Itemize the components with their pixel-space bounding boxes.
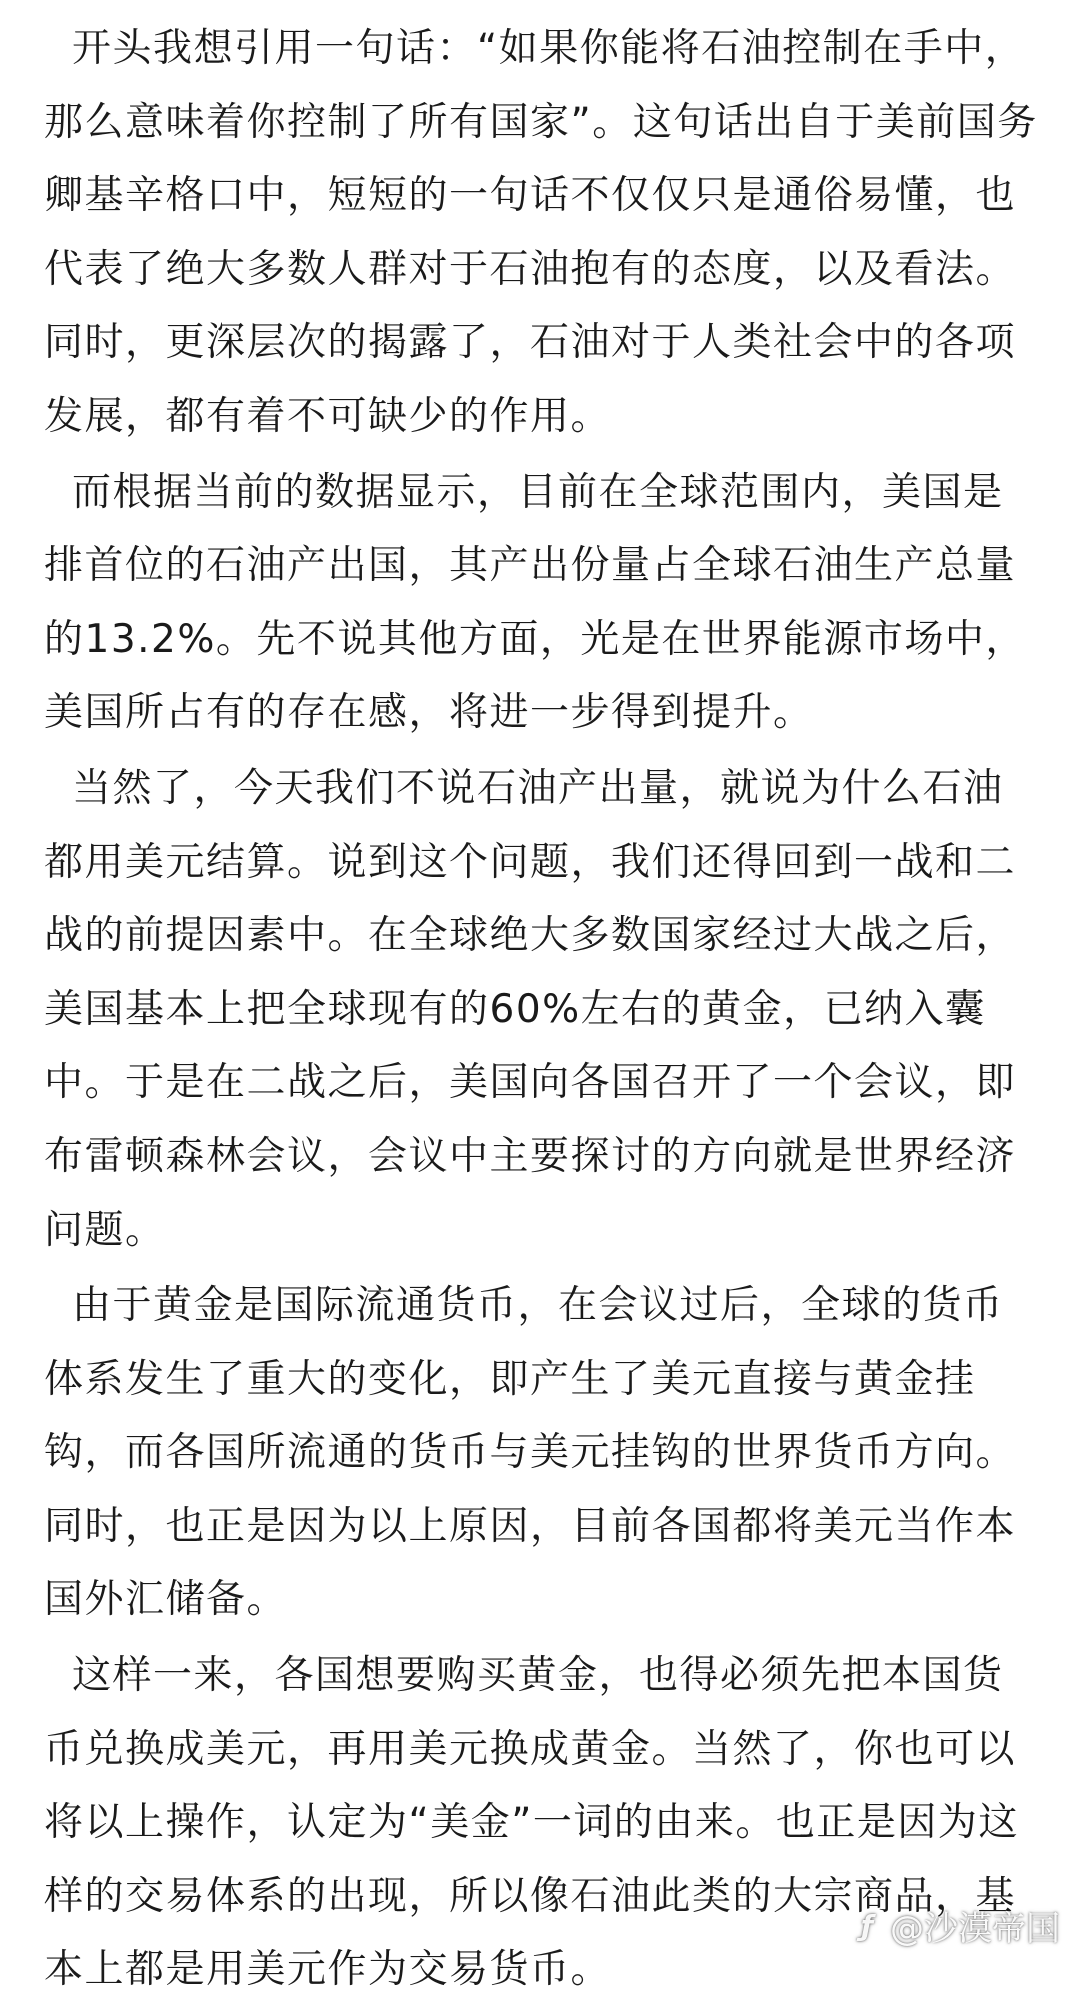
paragraph-2: 而根据当前的数据显示，目前在全球范围内，美国是排首位的石油产出国，其产出份量占全球石油生产总量的13.2%。先不说其他方面，光是在世界能源市场中，美国所占有的存在感，将进一步得到提升。 [44,469,1026,736]
watermark [850,1901,1060,1950]
paragraph-1: 开头我想引用一句话：“如果你能将石油控制在手中，那么意味着你控制了所有国家”。这句话出自于美前国务卿基辛格口中，短短的一句话不仅仅只是通俗易懂，也代表了绝大多数人群对于石油抱有的态度，以及看法。同时，更深层次的揭露了，石油对于人类社会中的各项发展，都有着不可缺少的作用。 [44,26,1038,439]
paragraph-3: 当然了，今天我们不说石油产出量，就说为什么石油都用美元结算。说到这个问题，我们还得回到一战和二战的前提因素中。在全球绝大多数国家经过大战之后，美国基本上把全球现有的60%左右的黄金，已纳入囊中。于是在二战之后，美国向各国召开了一个会议，即布雷顿森林会议，会议中主要探讨的方向就是世界经济问题。 [44,765,1017,1253]
paragraph-4: 由于黄金是国际流通货币，在会议过后，全球的货币体系发生了重大的变化，即产生了美元直接与黄金挂钩，而各国所流通的货币与美元挂钩的世界货币方向。同时，也正是因为以上原因，目前各国都将美元当作本国外汇储备。 [44,1283,1017,1623]
watermark-text: @沙漠帝国 [890,1909,1060,1949]
paragraph-5: 这样一来，各国想要购买黄金，也得必须先把本国货币兑换成美元，再用美元换成黄金。当然了，你也可以将以上操作，认定为“美金”一词的由来。也正是因为这样的交易体系的出现，所以像石油此类的大宗商品，基本上都是用美元作为交易货币。 [44,1653,1019,1993]
zhihu-logo-icon: ƒ [860,1909,874,1942]
